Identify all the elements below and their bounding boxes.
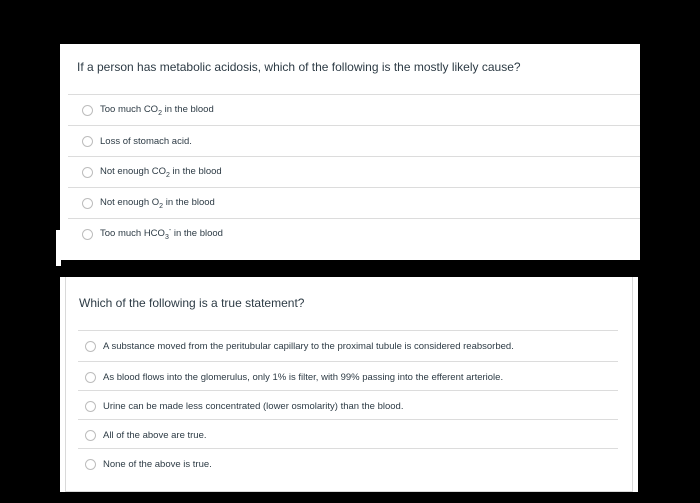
radio-button[interactable] xyxy=(82,229,93,240)
radio-button[interactable] xyxy=(85,372,96,383)
radio-button[interactable] xyxy=(85,341,96,352)
q2-option-1-label: A substance moved from the peritubular capillary to the proximal tubule is considered reabsorbed. xyxy=(103,340,514,352)
q2-option-3[interactable] xyxy=(78,390,618,421)
q2-option-4-label: All of the above are true. xyxy=(103,429,207,441)
q1-option-1-label: Too much $CO_2$ in the blood xyxy=(100,103,214,117)
question-card-1 xyxy=(60,44,640,260)
radio-button[interactable] xyxy=(82,198,93,209)
q2-option-5[interactable] xyxy=(78,448,618,479)
question-2-text: Which of the following is a true statement? xyxy=(79,296,305,310)
q2-option-5-label: None of the above is true. xyxy=(103,458,212,470)
q1-option-3-label: Not enough $CO_2$ in the blood xyxy=(100,165,222,179)
q1-option-2-label: Loss of stomach acid. xyxy=(100,135,192,147)
q1-option-1[interactable] xyxy=(68,94,640,125)
radio-button[interactable] xyxy=(85,401,96,412)
q2-option-2[interactable] xyxy=(78,361,618,392)
radio-button[interactable] xyxy=(85,430,96,441)
q2-option-1[interactable] xyxy=(78,330,618,361)
q1-option-5[interactable] xyxy=(68,218,640,249)
radio-button[interactable] xyxy=(82,105,93,116)
radio-button[interactable] xyxy=(85,459,96,470)
q1-option-4[interactable] xyxy=(68,187,640,218)
q2-option-3-label: Urine can be made less concentrated (lower osmolarity) than the blood. xyxy=(103,400,404,412)
q1-option-3[interactable] xyxy=(68,156,640,187)
q1-option-2[interactable] xyxy=(68,125,640,156)
q1-option-4-label: Not enough $O_2$ in the blood xyxy=(100,196,215,210)
q2-option-4[interactable] xyxy=(78,419,618,450)
radio-button[interactable] xyxy=(82,167,93,178)
q2-option-2-label: As blood flows into the glomerulus, only 1% is filter, with 99% passing into the efferent arteriole. xyxy=(103,371,504,383)
question-1-text: If a person has metabolic acidosis, which of the following is the mostly likely cause? xyxy=(77,60,521,74)
question-card-2 xyxy=(60,277,638,492)
q1-option-5-label: Too much $HCO_3^-$ in the blood xyxy=(100,226,223,242)
radio-button[interactable] xyxy=(82,136,93,147)
